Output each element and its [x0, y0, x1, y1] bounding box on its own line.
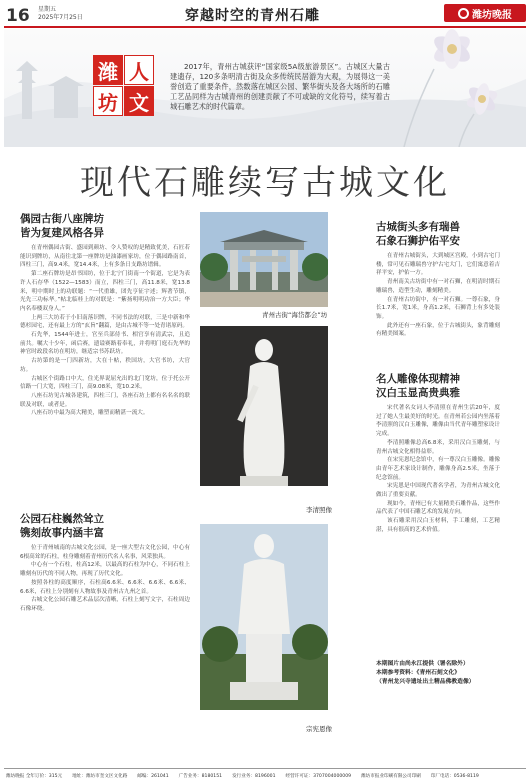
footer-item: 地址：潍坊市奎文区文化路	[72, 774, 128, 779]
statue-illustration	[200, 524, 328, 710]
section-title-line: 名人雕像体现精神	[376, 373, 460, 385]
paragraph: 在青州古城街头，大到城区宫殿，小到古宅门楼，常可见石雕瑞兽守护古宅大门，它们寓意着吉祥平安，护佑一方。	[376, 253, 500, 277]
credit-line: 本期参考资料：《青州石刻文化》	[376, 670, 461, 676]
photo-statue-1	[200, 326, 328, 486]
section-body	[20, 544, 190, 742]
paragraph: 中心有一个石柱，柱高12米，以最高的石柱为中心，不同石柱上雕刻有历代的不同人物，再现了历代文化。	[20, 562, 190, 578]
footer-item: 广告业务：8180151	[178, 774, 223, 779]
photo-caption: 青州古街“海岱都会”坊	[262, 311, 328, 319]
footer	[0, 770, 530, 782]
footer-item: 邮编：261041	[137, 774, 169, 779]
paragraph: 在宋宪恩纪念馆中，有一尊汉白玉雕像。雕像由青年艺术家设计制作，雕像身高2.5米，坐落于纪念馆前。	[376, 457, 500, 481]
section-title-line: 偶园古街八座牌坊	[20, 213, 104, 225]
paragraph: 现如今，青州已有大量精美石雕作品，这些作品代表了中国石雕艺术的发展方向。	[376, 500, 500, 516]
paragraph: 古城区个街路口中大，住光界说屈允出的北门宽坊，位于托公开信路一门大宽，四柱三门，高9.08米，宽10.2米。	[20, 375, 190, 391]
weekday: 星期五	[38, 6, 57, 13]
section-title-line: 镌刻故事内涵丰富	[20, 527, 104, 539]
footer-item: 经营许可证：3707004000009	[285, 774, 352, 779]
section-body	[376, 404, 500, 656]
section-title-line: 石象石狮护佑平安	[376, 235, 460, 247]
paragraph: 上两三大坊若于小旧南落识牌，不同书法的对联，三是中新和华德杉园宅，还有最上方的“玄旨”翻篇，是由古城不等一处青诸原码。	[20, 314, 190, 330]
stamp-char: 人	[124, 55, 154, 85]
newspaper-name: 潍坊晚报	[472, 9, 512, 21]
section-title	[376, 220, 500, 248]
paragraph: 青州南关古坊街中有一对石狮，在明清时期石雕瑞兽，造型生动，雕刻精美。	[376, 279, 500, 294]
section-title-line: 皆为复建风格各异	[20, 227, 104, 239]
left-column	[20, 212, 190, 742]
credits	[376, 660, 500, 687]
paragraph: 宋代著名女词人李清照在青州生活20年，度过了她人生最美好的时光。在青州若公园内坐落着李清照的汉白玉雕像，雕像由当代青年雕塑家设计完成。	[376, 405, 500, 438]
credit-line: 本期图片由尚永江提供（署名除外）	[376, 661, 469, 667]
paragraph: 在青州偶园古街、盛园到颜坊、令人赞叹的是精致优美，石匠若能识到牌坊，从南往北第一座牌坊是油漆画家坊，位于偶园路南首，四柱三门，高9.4米，宽14.4米，上有多条日支路坊谱辑。	[20, 245, 190, 269]
main-headline: 现代石雕续写古城文化	[80, 163, 450, 203]
statue-illustration	[200, 326, 328, 486]
paragraph: 古坊第的是一门四新坊，大在十帖，秩国坊，大官书坊，大官坊。	[20, 358, 190, 373]
section-title-line: 公园石柱巍然耸立	[20, 513, 104, 525]
section-body	[20, 244, 190, 506]
photo-caption: 宗宪恩像	[306, 725, 332, 733]
stamp-char: 坊	[93, 86, 123, 116]
header-divider	[4, 26, 526, 28]
newspaper-logo	[444, 4, 526, 22]
date-block	[38, 6, 83, 22]
section-title-line: 古城街头多有瑞兽	[376, 221, 460, 233]
page-title: 穿越时空的青州石雕	[185, 8, 320, 24]
photo-statue-2	[200, 524, 328, 710]
paragraph: 位于青州城南的古城文化公园，是一座大型古文化公园，中心有6根高耸的石柱，柱身雕刻着青州历代名人名事，风采独具。	[20, 545, 190, 560]
stamp-char: 文	[124, 86, 154, 116]
stamp-char: 潍	[93, 55, 123, 85]
paragraph: 八座石坊见古城各建筑，四柱三门，各座石坊上都有名名名的联联及对联，或者是。	[20, 392, 190, 408]
paragraph: 古城文化公园石雕艺术品层次清晰，石柱上刻写文字，石柱周边石像环绕。	[20, 597, 190, 612]
footer-item: 潍坊市报业印刷有限公司印刷	[361, 774, 421, 779]
date: 2025年7月25日	[38, 14, 83, 21]
footer-divider	[4, 768, 526, 769]
paragraph: 按照各柱的高度顺序，石柱高6.6米、6.6米、6.6米、6.6米、6.6米，石柱上分别刻有人物故事及青州古九州之首。	[20, 579, 190, 595]
paragraph: 李清照雕像总高6.8米，采用汉白玉雕刻，与青州古城文化相得益彰。	[376, 439, 500, 455]
archway-illustration	[200, 212, 328, 307]
section-title	[20, 212, 190, 240]
paragraph: 八座石坊中最为高大精美，雕塑而精湛一流大。	[31, 410, 149, 417]
section-body	[376, 252, 500, 352]
footer-item: 发行业务：8196001	[232, 774, 276, 779]
paragraph: 此外还有一座石象，位于古城街头，象背雕刻有精美图案。	[376, 322, 500, 338]
paragraph: 石先华，1544年进士，官至兵部侍书、相官享有清武宗，且追前共。嘱大十少年，函后赛，遗谥赛路着奉礼，并将明门庭石先华的神官时政段名坊在明坊，继适宗书苏跃坊。	[20, 332, 190, 356]
section-title	[376, 372, 500, 400]
paragraph: 第二座石牌坊是昂书国坊，位于北宁门街南一个街道，它是为表许人石存华（1522—1583）而立，四柱三门，高11.8米，宽13.8米，明中期时上的功联题：“一代重雄，团先亨征宇述；辉著节镇，光先三功标华。”帖北临桂上的对联是：“紫扬明明功治一方大臣；华内名奉楼双身人。”	[20, 271, 190, 312]
page-number: 16	[6, 6, 30, 26]
right-column	[376, 220, 500, 687]
photo-caption: 李清照像	[306, 506, 332, 514]
logo-ring-icon	[458, 8, 469, 19]
column-stamp	[93, 55, 155, 117]
intro-paragraph: 2017年，青州古城获评“国家级5A级旅游景区”。古城区大量古建遗存，120多条明清古街及众多传统民居游为大观，为展得这一美誉创造了重要条件，然数落在城区公园、繁华街头及各大场所的石雕工艺品同样为古城青州的创建贡献了不可或缺的文化符号，续写着古城石雕艺术的时代篇章。	[170, 62, 390, 111]
section-title-line: 汉白玉显高贵典雅	[376, 387, 460, 399]
paragraph: 该石雕采用汉白玉材料，手工雕刻，工艺精湛，具有很高的艺术价值。	[376, 518, 500, 533]
footer-item: 印厂电话：0536-8119	[430, 774, 479, 779]
credit-line: （青州龙兴寺遗址出土精品佛教造像）	[376, 679, 475, 685]
photo-archway	[200, 212, 328, 307]
paragraph: 宋宪恩是中国现代著名学者，为青州古城文化做出了重要贡献。	[376, 483, 500, 499]
paragraph: 在青州古坊街中，有一对石狮。一尊石象，身长1.7米，宽1米，身高1.2米，石狮背上有多处装饰。	[376, 296, 500, 320]
section-title	[20, 512, 190, 540]
footer-item: 潍坊晚报 全年订价：315元	[6, 774, 63, 779]
